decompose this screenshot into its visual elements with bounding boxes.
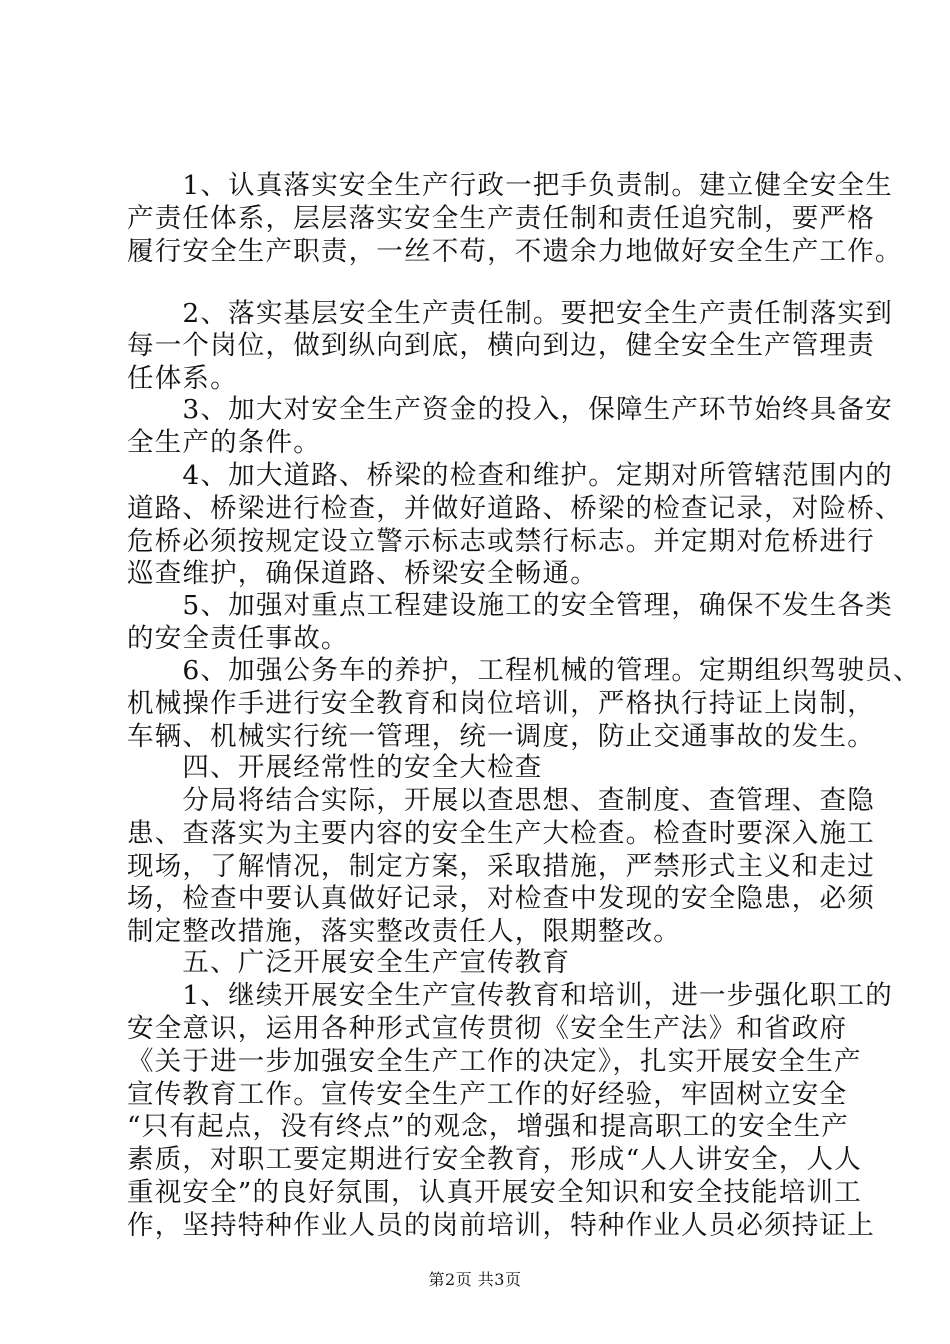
text-line: 机械操作手进行安全教育和岗位培训，严格执行持证上岗制， <box>127 688 875 719</box>
text-line: 1、继续开展安全生产宣传教育和培训，进一步强化职工的 <box>127 980 893 1011</box>
text-line: 患、查落实为主要内容的安全生产大检查。检查时要深入施工 <box>127 818 875 849</box>
text-line: 5、加强对重点工程建设施工的安全管理，确保不发生各类 <box>127 590 893 621</box>
text-line: 四、开展经常性的安全大检查 <box>127 752 543 783</box>
text-line: 素质，对职工要定期进行安全教育，形成“人人讲安全，人人 <box>127 1144 862 1175</box>
text-line: 场，检查中要认真做好记录，对检查中发现的安全隐患，必须 <box>127 883 875 914</box>
text-line: 1、认真落实安全生产行政一把手负责制。建立健全安全生 <box>127 170 893 201</box>
text-line: 3、加大对安全生产资金的投入，保障生产环节始终具备安 <box>127 394 893 425</box>
page-footer: 第2页 共3页 <box>428 1270 522 1289</box>
text-line: 五、广泛开展安全生产宣传教育 <box>127 947 571 978</box>
text-line: 2、落实基层安全生产责任制。要把安全生产责任制落实到 <box>127 298 893 329</box>
text-line: 现场，了解情况，制定方案，采取措施，严禁形式主义和走过 <box>127 851 875 882</box>
text-line: 制定整改措施，落实整改责任人，限期整改。 <box>127 916 681 947</box>
text-line: 危桥必须按规定设立警示标志或禁行标志。并定期对危桥进行 <box>127 526 875 557</box>
text-line: 的安全责任事故。 <box>127 623 349 654</box>
text-line: 宣传教育工作。宣传安全生产工作的好经验，牢固树立安全 <box>127 1079 848 1110</box>
text-line: 安全意识，运用各种形式宣传贯彻《安全生产法》和省政府 <box>127 1013 848 1044</box>
text-line: 《关于进一步加强安全生产工作的决定》，扎实开展安全生产 <box>127 1046 862 1077</box>
text-line: 分局将结合实际，开展以查思想、查制度、查管理、查隐 <box>127 785 875 816</box>
text-line: 4、加大道路、桥梁的检查和维护。定期对所管辖范围内的 <box>127 460 893 491</box>
text-line: 6、加强公务车的养护，工程机械的管理。定期组织驾驶员、 <box>127 655 921 686</box>
text-line: “只有起点，没有终点”的观念，增强和提高职工的安全生产 <box>127 1111 849 1142</box>
text-line: 巡查维护，确保道路、桥梁安全畅通。 <box>127 558 598 589</box>
text-line: 全生产的条件。 <box>127 427 321 458</box>
text-line: 车辆、机械实行统一管理，统一调度，防止交通事故的发生。 <box>127 721 875 752</box>
text-line: 重视安全”的良好氛围，认真开展安全知识和安全技能培训工 <box>127 1177 862 1208</box>
text-line: 履行安全生产职责，一丝不苟，不遗余力地做好安全生产工作。 <box>127 236 903 267</box>
text-line: 任体系。 <box>127 363 238 394</box>
text-line: 每一个岗位，做到纵向到底，横向到边，健全安全生产管理责 <box>127 330 875 361</box>
text-line: 产责任体系，层层落实安全生产责任制和责任追究制，要严格 <box>127 203 875 234</box>
text-line: 作，坚持特种作业人员的岗前培训，特种作业人员必须持证上 <box>127 1210 875 1241</box>
text-line: 道路、桥梁进行检查，并做好道路、桥梁的检查记录，对险桥、 <box>127 493 903 524</box>
